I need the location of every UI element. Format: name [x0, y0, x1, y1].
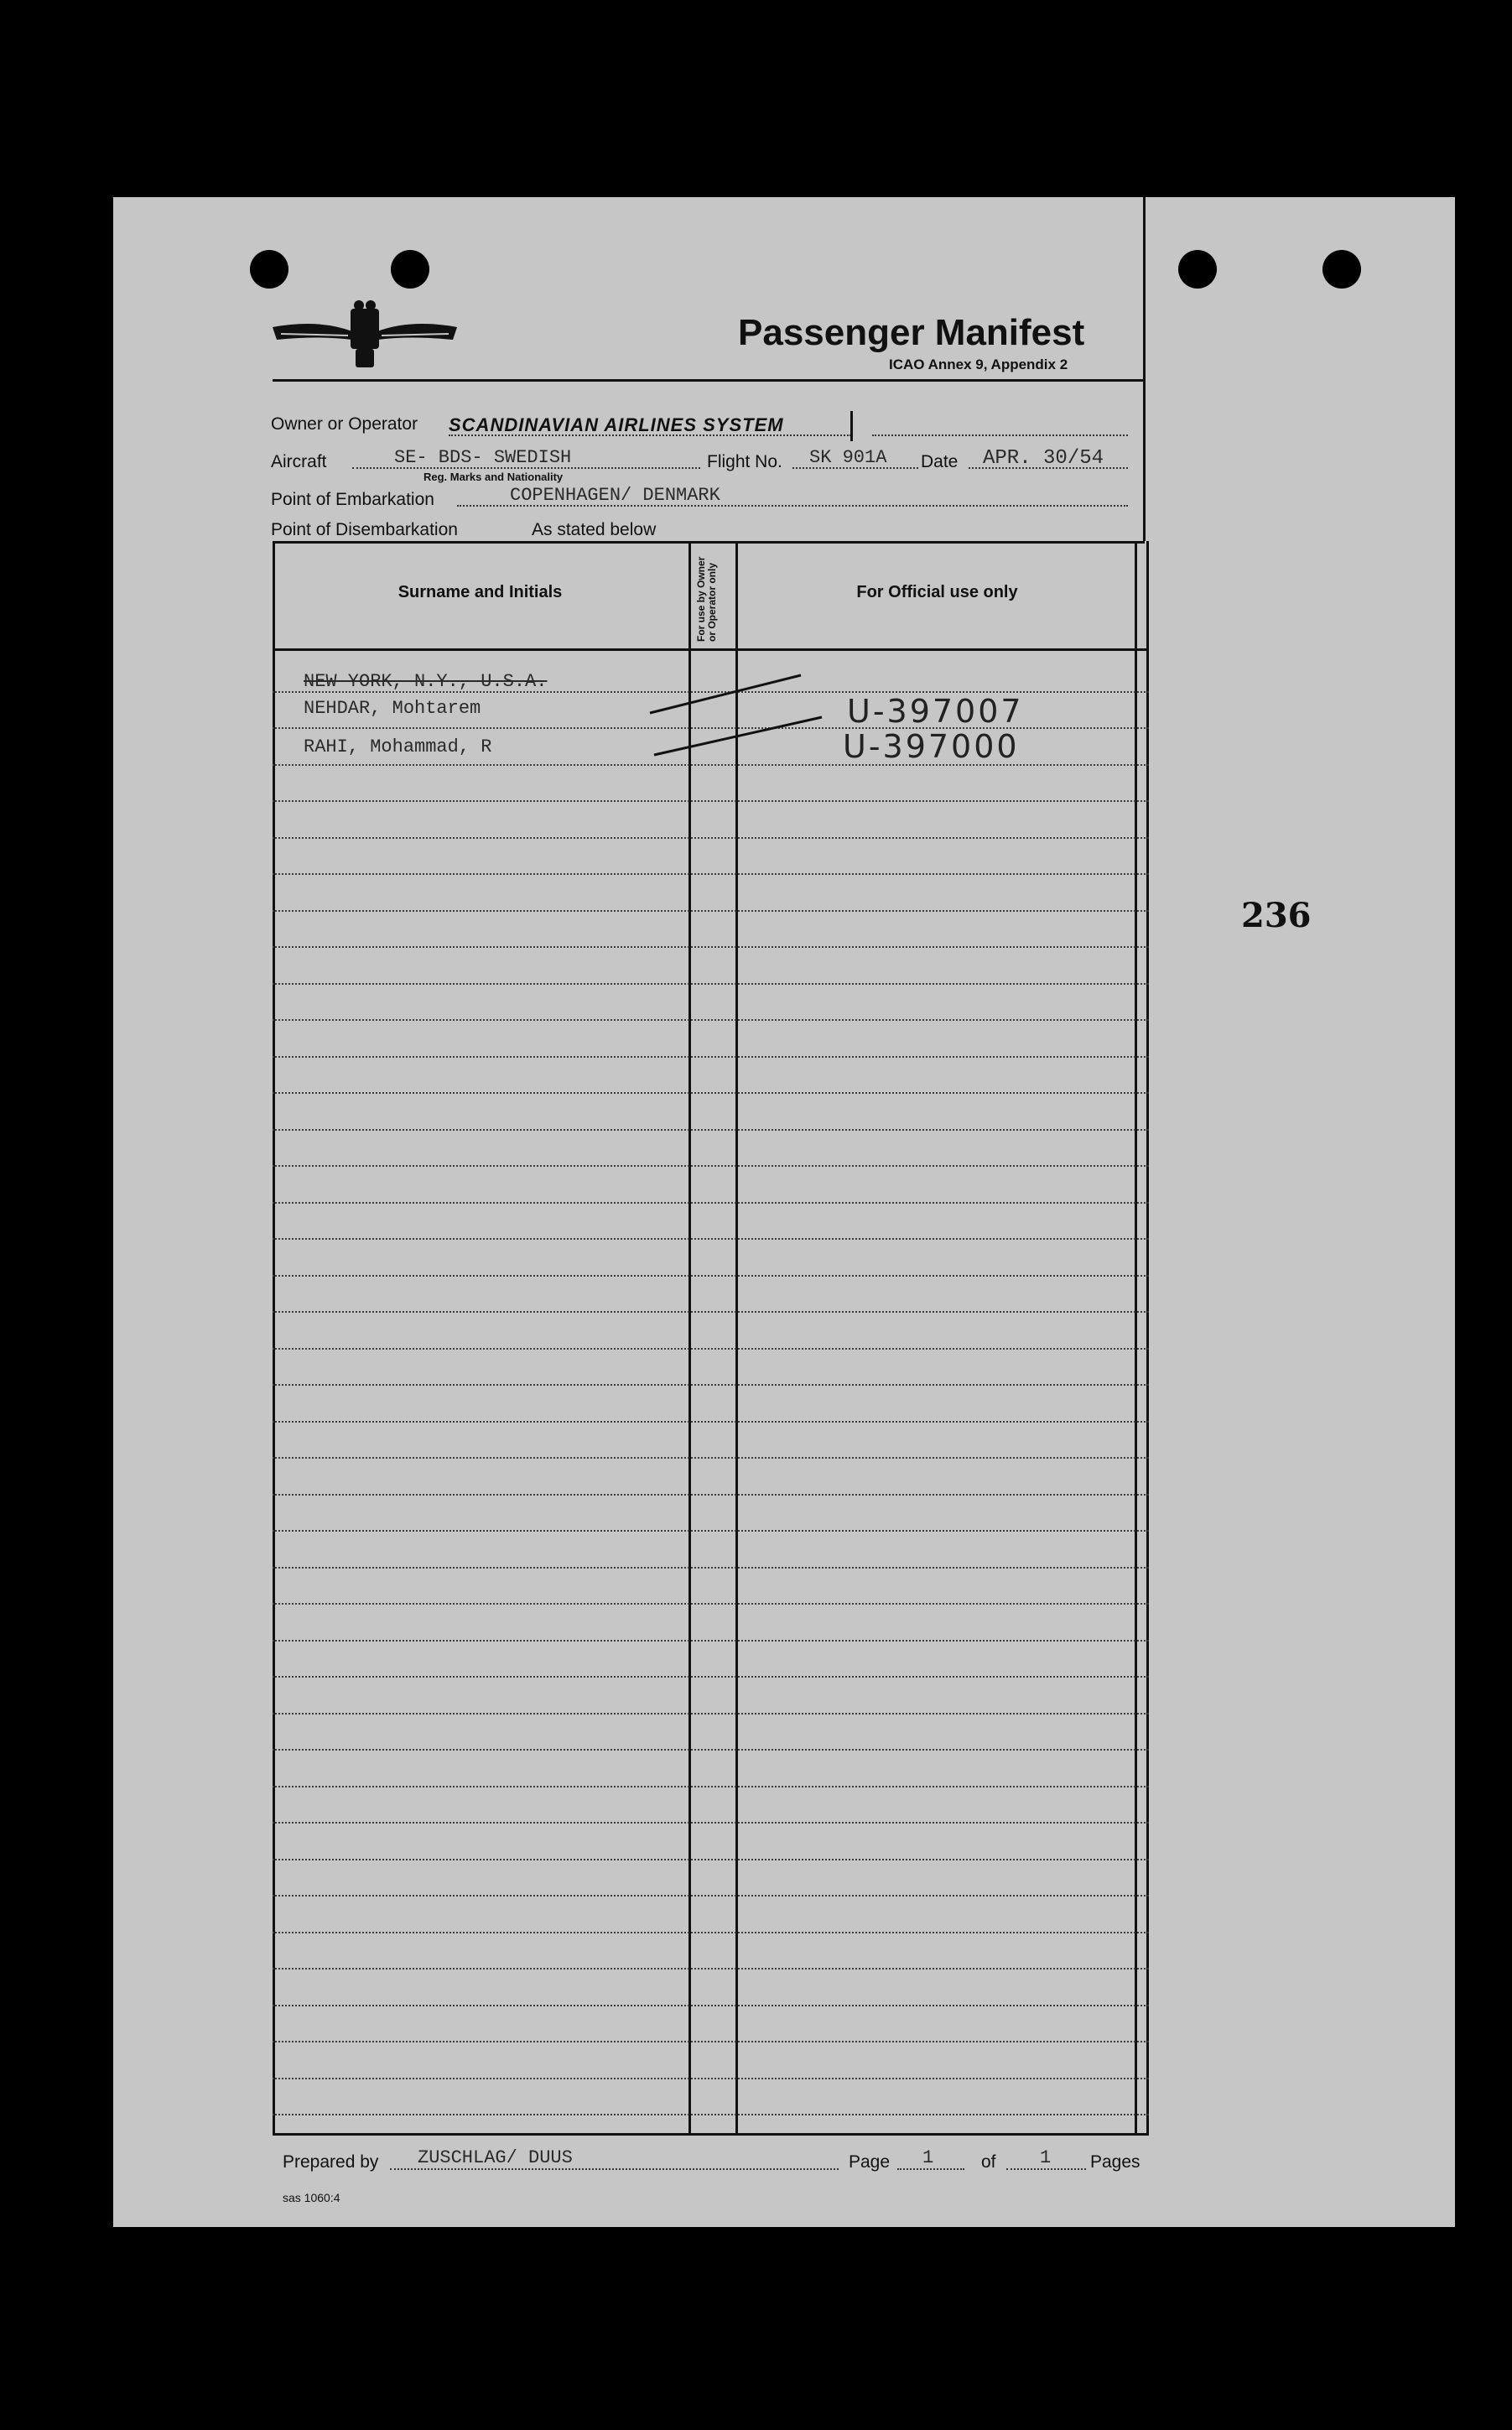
of-label: of — [981, 2152, 996, 2172]
owner-label: Owner or Operator — [271, 414, 418, 434]
flight-label: Flight No. — [707, 452, 782, 471]
disembark-label: Point of Disembarkation — [271, 520, 458, 539]
col-name-header: Surname and Initials — [397, 583, 563, 601]
page-stamp-number: 236 — [1241, 896, 1312, 935]
prepared-label: Prepared by — [283, 2152, 379, 2172]
table-row — [273, 1129, 1149, 1131]
pen-strike-marks — [646, 667, 830, 768]
col-official-header: For Official use only — [856, 583, 1018, 601]
header-rule — [273, 379, 1145, 382]
table-row — [273, 1421, 1149, 1423]
owner-dots — [449, 434, 851, 436]
flight-dots — [792, 467, 918, 469]
table-row — [273, 1676, 1149, 1678]
table-row — [273, 2114, 1149, 2115]
header-row-rule — [273, 648, 1149, 651]
frame-right — [1143, 197, 1146, 541]
table-row — [273, 1895, 1149, 1897]
page-value: 1 — [922, 2147, 934, 2168]
table-row — [273, 1238, 1149, 1240]
total-dots — [1006, 2168, 1086, 2170]
table-row — [273, 2078, 1149, 2079]
entry-destination: NEW YORK, N.Y., U.S.A. — [304, 671, 548, 692]
date-dots — [969, 467, 1128, 469]
pages-label: Pages — [1090, 2152, 1140, 2172]
prepared-dots — [390, 2168, 839, 2170]
punch-hole — [250, 250, 288, 289]
table-row — [273, 1530, 1149, 1532]
table-row — [273, 2041, 1149, 2042]
table-row — [273, 1056, 1149, 1058]
punch-hole — [1322, 250, 1361, 289]
table-row — [273, 1384, 1149, 1386]
table-row — [273, 1457, 1149, 1459]
total-pages-value: 1 — [1040, 2147, 1052, 2168]
table-bottom-rule — [273, 2133, 1149, 2136]
table-row — [273, 1348, 1149, 1350]
flight-value: SK 901A — [809, 447, 887, 468]
table-row — [273, 946, 1149, 948]
page-label: Page — [849, 2152, 891, 2172]
passenger-name: RAHI, Mohammad, R — [304, 736, 492, 757]
aircraft-label: Aircraft — [271, 452, 327, 471]
table-top-rule — [273, 541, 1145, 544]
reg-note: Reg. Marks and Nationality — [423, 471, 564, 483]
table-row — [273, 1640, 1149, 1642]
page-title: Passenger Manifest — [738, 312, 1085, 353]
table-row — [273, 1968, 1149, 1969]
disembark-value: As stated below — [532, 520, 657, 539]
owner-dots-2 — [872, 434, 1128, 436]
form-number: sas 1060:4 — [283, 2191, 340, 2204]
table-row — [273, 1165, 1149, 1167]
table-row — [273, 1603, 1149, 1605]
table-row — [273, 1859, 1149, 1860]
aircraft-value: SE- BDS- SWEDISH — [394, 447, 572, 468]
table-row — [273, 983, 1149, 985]
table-row — [273, 1932, 1149, 1933]
table-row — [273, 1275, 1149, 1277]
embark-label: Point of Embarkation — [271, 490, 434, 509]
page-dots — [897, 2168, 964, 2170]
aircraft-dots — [352, 467, 700, 469]
table-row — [273, 873, 1149, 875]
punch-hole — [1178, 250, 1217, 289]
owner-mark — [850, 411, 853, 441]
table-row — [273, 1567, 1149, 1569]
table-row — [273, 1311, 1149, 1313]
table-row — [273, 2005, 1149, 2006]
prepared-value: ZUSCHLAG/ DUUS — [418, 2147, 573, 2168]
table-row — [273, 1092, 1149, 1094]
page-subtitle: ICAO Annex 9, Appendix 2 — [889, 356, 1068, 372]
table-row — [273, 910, 1149, 912]
table-row — [273, 1019, 1149, 1021]
table-rows — [273, 654, 1149, 2126]
table-row — [273, 837, 1149, 839]
table-row — [273, 800, 1149, 802]
embark-dots — [457, 505, 1128, 507]
airline-wings-logo — [268, 294, 461, 377]
col-owner-header: For use by Owner or Operator only — [695, 556, 718, 642]
table-row — [273, 1202, 1149, 1204]
table-row — [273, 1749, 1149, 1751]
official-number: U-397000 — [843, 728, 1020, 765]
embark-value: COPENHAGEN/ DENMARK — [510, 485, 720, 506]
table-row — [273, 1786, 1149, 1787]
table-row — [273, 1822, 1149, 1824]
date-label: Date — [921, 452, 959, 471]
date-value: APR. 30/54 — [983, 447, 1104, 470]
table-row — [273, 1713, 1149, 1715]
punch-hole — [391, 250, 429, 289]
official-number: U-397007 — [847, 693, 1024, 730]
passenger-name: NEHDAR, Mohtarem — [304, 698, 481, 719]
owner-value: SCANDINAVIAN AIRLINES SYSTEM — [449, 414, 784, 435]
table-row — [273, 1494, 1149, 1496]
